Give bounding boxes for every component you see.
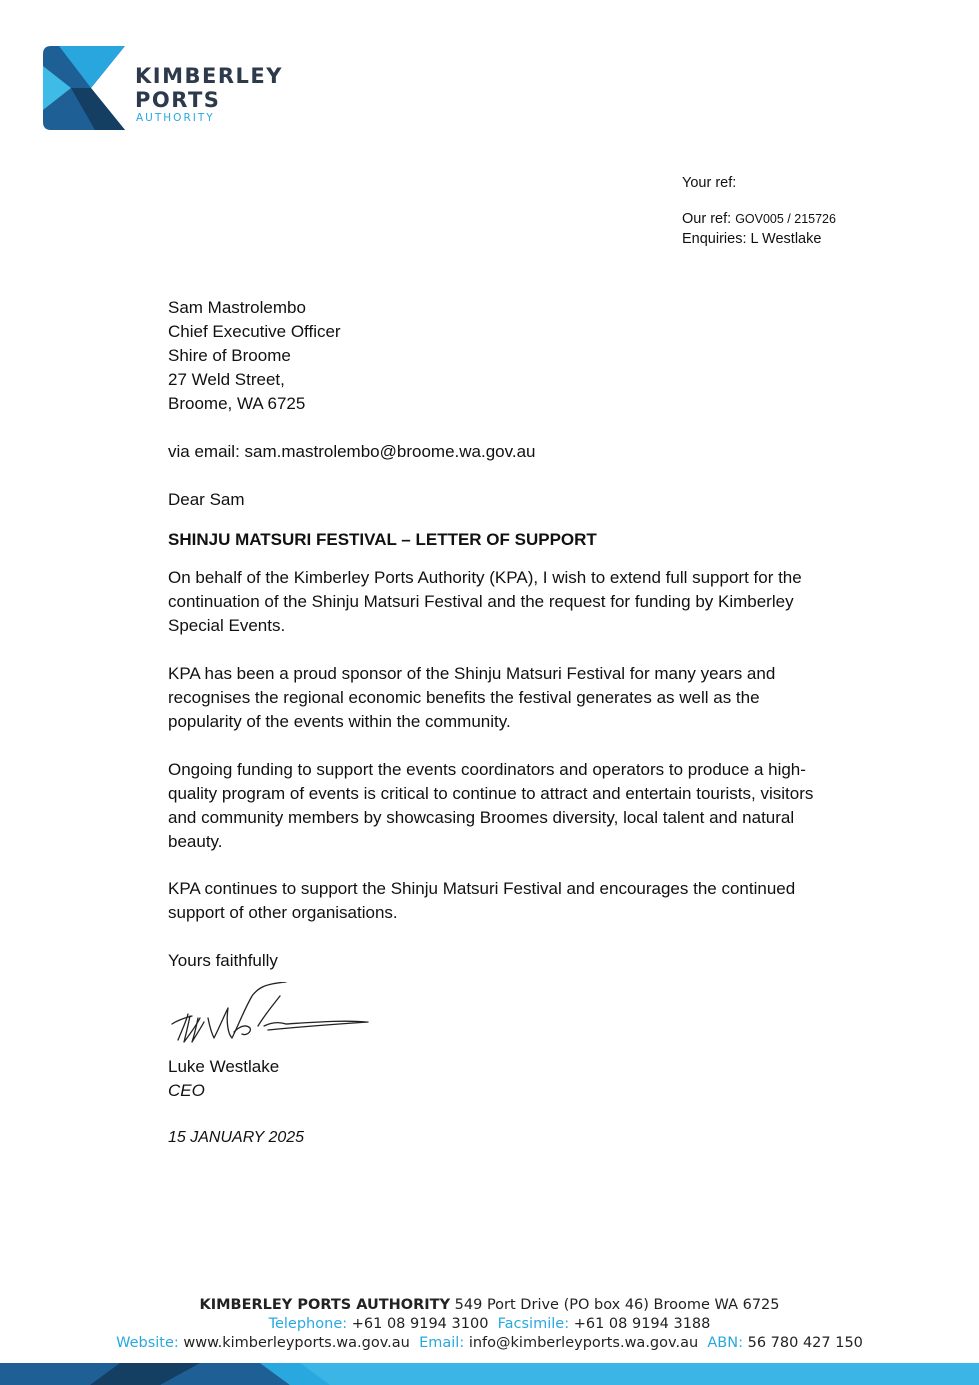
closing: Yours faithfully bbox=[168, 951, 278, 970]
footer-line-3 bbox=[0, 1334, 979, 1353]
signer-role: CEO bbox=[168, 1081, 205, 1100]
signer bbox=[168, 1055, 868, 1103]
logo-text-kimberley: KIMBERLEY bbox=[135, 64, 283, 88]
signer-name: Luke Westlake bbox=[168, 1057, 280, 1076]
paragraph-2 bbox=[168, 662, 868, 734]
your-ref: Your ref: bbox=[682, 175, 737, 191]
recipient-city: Broome, WA 6725 bbox=[168, 394, 306, 413]
footer-org: KIMBERLEY PORTS AUTHORITY bbox=[199, 1297, 451, 1313]
footer-web-label: Website: bbox=[116, 1335, 179, 1351]
recipient-street: 27 Weld Street, bbox=[168, 370, 285, 389]
footer-abn: 56 780 427 150 bbox=[747, 1335, 863, 1351]
footer-email-label: Email: bbox=[419, 1335, 465, 1351]
paragraph-1 bbox=[168, 566, 868, 638]
paragraph-line: popularity of the events within the community. bbox=[168, 712, 511, 731]
paragraph-4 bbox=[168, 877, 868, 925]
our-ref-value: GOV005 / 215726 bbox=[735, 212, 836, 226]
paragraph-line: beauty. bbox=[168, 832, 223, 851]
salutation: Dear Sam bbox=[168, 490, 245, 509]
footer-email-link[interactable]: info@kimberleyports.wa.gov.au bbox=[468, 1335, 699, 1351]
letter-date: 15 JANUARY 2025 bbox=[168, 1129, 305, 1146]
paragraph-line: recognises the regional economic benefits the festival generates as well as the bbox=[168, 688, 760, 707]
paragraph-line: quality program of events is critical to continue to attract and entertain tourists, visitors bbox=[168, 784, 814, 803]
kpa-logo-mark-icon bbox=[43, 46, 125, 130]
paragraph-line: and community members by showcasing Broomes diversity, local talent and natural bbox=[168, 808, 795, 827]
paragraph-line: KPA has been a proud sponsor of the Shinju Matsuri Festival for many years and bbox=[168, 664, 776, 683]
kpa-logo bbox=[43, 46, 303, 136]
recipient-title: Chief Executive Officer bbox=[168, 322, 341, 341]
subject-heading: SHINJU MATSURI FESTIVAL – LETTER OF SUPPORT bbox=[168, 530, 597, 549]
footer-tel: +61 08 9194 3100 bbox=[351, 1316, 489, 1332]
reference-block bbox=[682, 173, 836, 249]
footer-abn-label: ABN: bbox=[707, 1335, 743, 1351]
footer-fax: +61 08 9194 3188 bbox=[573, 1316, 711, 1332]
paragraph-line: Special Events. bbox=[168, 616, 286, 635]
paragraph-line: KPA continues to support the Shinju Matsuri Festival and encourages the continued bbox=[168, 879, 796, 898]
footer-line-2 bbox=[0, 1315, 979, 1334]
footer-web-link[interactable]: www.kimberleyports.wa.gov.au bbox=[183, 1335, 410, 1351]
logo-text-authority: AUTHORITY bbox=[136, 112, 215, 124]
recipient-organisation: Shire of Broome bbox=[168, 346, 291, 365]
our-ref bbox=[682, 209, 836, 229]
via-email: via email: sam.mastrolembo@broome.wa.gov.au bbox=[168, 442, 536, 461]
enquiries: Enquiries: L Westlake bbox=[682, 231, 822, 247]
paragraph-3 bbox=[168, 758, 868, 854]
signature-icon bbox=[168, 982, 378, 1052]
logo-text-ports: PORTS bbox=[135, 88, 221, 112]
paragraph-line: Ongoing funding to support the events coordinators and operators to produce a high- bbox=[168, 760, 806, 779]
footer-fax-label: Facsimile: bbox=[497, 1316, 570, 1332]
paragraph-line: continuation of the Shinju Matsuri Festival and the request for funding by Kimberley bbox=[168, 592, 794, 611]
footer-tel-label: Telephone: bbox=[268, 1316, 348, 1332]
footer-address: 549 Port Drive (PO box 46) Broome WA 6725 bbox=[454, 1297, 780, 1313]
our-ref-label: Our ref: bbox=[682, 211, 732, 227]
paragraph-line: support of other organisations. bbox=[168, 903, 398, 922]
footer-color-bar bbox=[0, 1363, 979, 1385]
recipient-address bbox=[168, 296, 868, 416]
footer-line-1 bbox=[0, 1296, 979, 1315]
recipient-name: Sam Mastrolembo bbox=[168, 298, 306, 317]
paragraph-line: On behalf of the Kimberley Ports Authority (KPA), I wish to extend full support for the bbox=[168, 568, 802, 587]
